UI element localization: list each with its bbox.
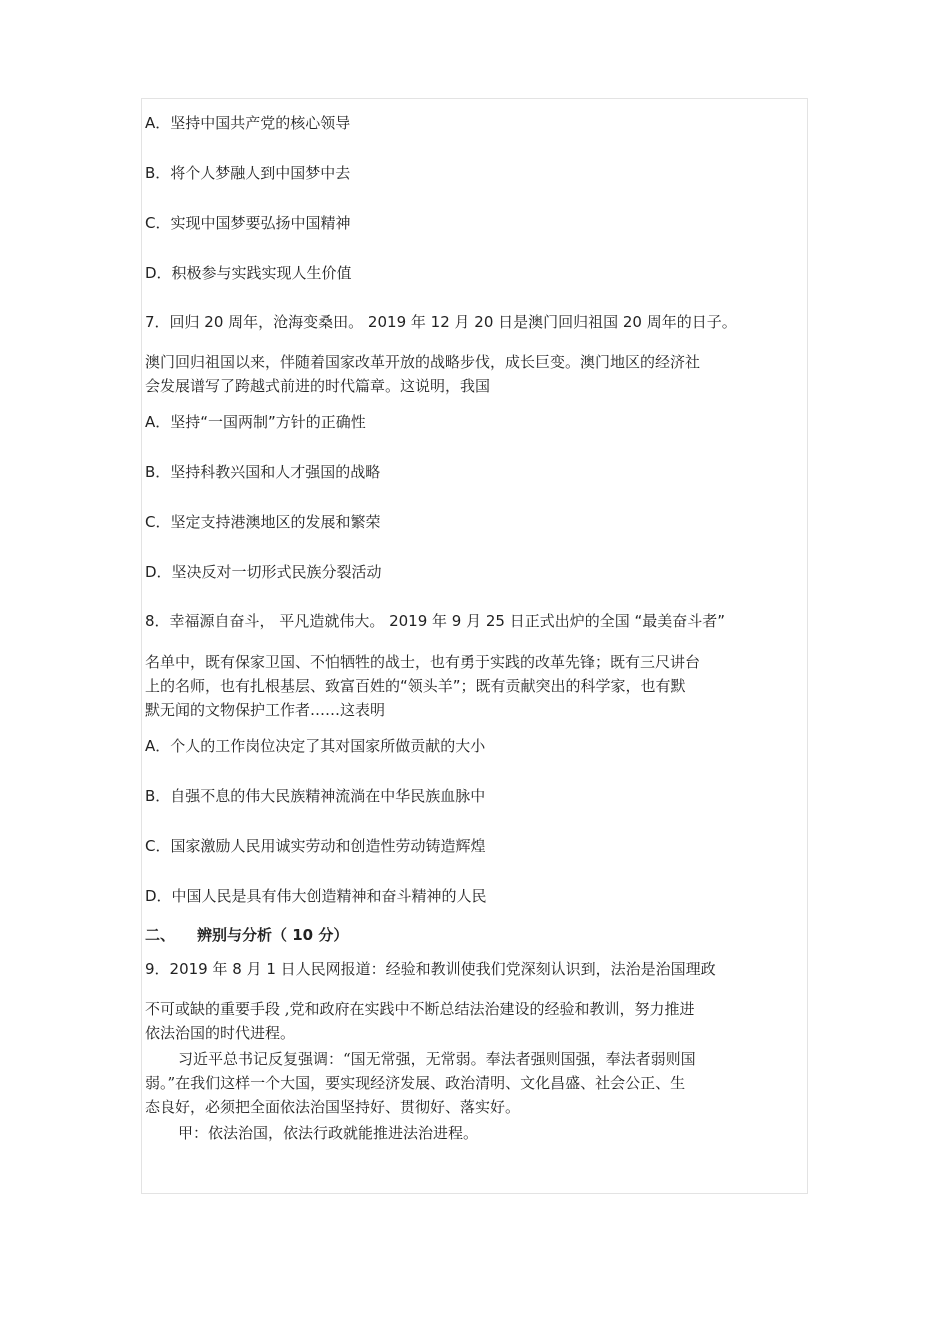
q6-option-b: B．将个人梦融人到中国梦中去 — [145, 164, 351, 182]
q7-option-c: C．坚定支持港澳地区的发展和繁荣 — [145, 513, 381, 531]
q9-line2: 不可或缺的重要手段 ,党和政府在实践中不断总结法治建设的经验和教训，努力推进 — [145, 1000, 695, 1018]
q8-option-b: B．自强不息的伟大民族精神流淌在中华民族血脉中 — [145, 787, 486, 805]
q9-line7: 甲：依法治国，依法行政就能推进法治进程。 — [178, 1124, 479, 1142]
q6-option-c: C．实现中国梦要弘扬中国精神 — [145, 214, 351, 232]
q6-option-a: A．坚持中国共产党的核心领导 — [145, 114, 351, 132]
q7-option-d: D．坚决反对一切形式民族分裂活动 — [145, 563, 382, 581]
q8-option-d: D．中国人民是具有伟大创造精神和奋斗精神的人民 — [145, 887, 487, 905]
q8-stem-line3: 上的名师，也有扎根基层、致富百姓的“领头羊”；既有贡献突出的科学家，也有默 — [145, 677, 686, 695]
section-2-number: 二、 — [145, 926, 176, 944]
q9-line1: 9．2019 年 8 月 1 日人民网报道：经验和教训使我们党深刻认识到，法治是治国理政 — [145, 960, 716, 978]
q6-option-d: D．积极参与实践实现人生价值 — [145, 264, 352, 282]
q7-option-b: B．坚持科教兴国和人才强国的战略 — [145, 463, 381, 481]
q7-option-a: A．坚持“一国两制”方针的正确性 — [145, 413, 366, 431]
section-2-heading — [145, 925, 348, 945]
q9-line3: 依法治国的时代进程。 — [145, 1024, 296, 1042]
q8-stem-line4: 默无闻的文物保护工作者……这表明 — [145, 701, 386, 719]
q9-line6: 态良好，必须把全面依法治国坚持好、贯彻好、落实好。 — [145, 1098, 521, 1116]
q8-option-c: C．国家激励人民用诚实劳动和创造性劳动铸造辉煌 — [145, 837, 486, 855]
q7-stem-line1: 7．回归 20 周年，沧海变桑田。 2019 年 12 月 20 日是澳门回归祖国 20 周年的日子。 — [145, 313, 737, 331]
q7-stem-line3: 会发展谱写了跨越式前进的时代篇章。这说明，我国 — [145, 377, 491, 395]
q7-stem-line2: 澳门回归祖国以来，伴随着国家改革开放的战略步伐，成长巨变。澳门地区的经济社 — [145, 353, 701, 371]
q9-line5: 弱。”在我们这样一个大国，要实现经济发展、政治清明、文化昌盛、社会公正、生 — [145, 1074, 686, 1092]
q9-line4: 习近平总书记反复强调：“国无常强，无常弱。奉法者强则国强，奉法者弱则国 — [178, 1050, 696, 1068]
q8-option-a: A．个人的工作岗位决定了其对国家所做贡献的大小 — [145, 737, 486, 755]
q8-stem-line2: 名单中，既有保家卫国、不怕牺牲的战士，也有勇于实践的改革先锋；既有三尺讲台 — [145, 653, 701, 671]
q8-stem-line1: 8．幸福源自奋斗， 平凡造就伟大。 2019 年 9 月 25 日正式出炉的全国 “最美奋斗者” — [145, 612, 726, 630]
section-2-title: 辨别与分析（ 10 分） — [197, 926, 349, 944]
